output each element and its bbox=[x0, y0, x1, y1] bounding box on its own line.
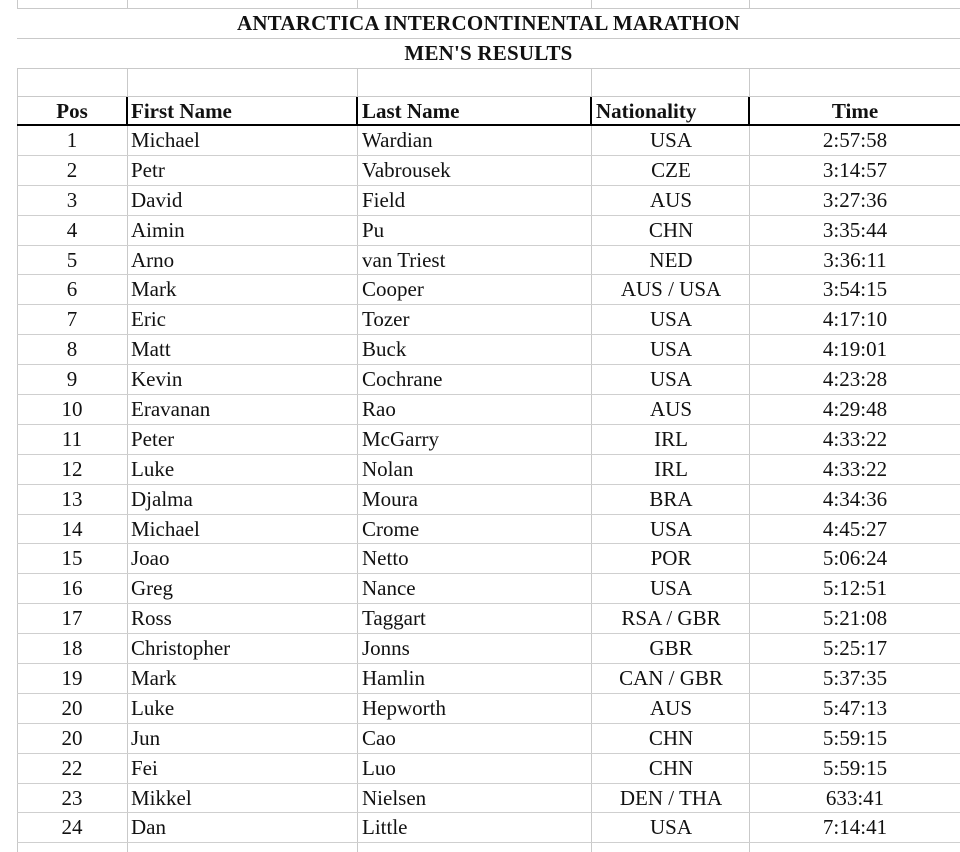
grid-line bbox=[17, 68, 960, 69]
table-row bbox=[17, 335, 960, 365]
cell-pos: 22 bbox=[61, 755, 83, 780]
cell-time: 3:35:44 bbox=[822, 217, 888, 242]
cell-first-name: Petr bbox=[131, 157, 165, 182]
cell-nationality: USA bbox=[649, 337, 692, 362]
cell-time: 3:54:15 bbox=[822, 277, 888, 302]
cell-time: 4:29:48 bbox=[822, 397, 888, 422]
cell-nationality: GBR bbox=[649, 636, 693, 661]
cell-last-name: Field bbox=[362, 187, 406, 212]
cell-time: 5:59:15 bbox=[822, 755, 888, 780]
cell-nationality: IRL bbox=[654, 426, 688, 451]
cell-pos: 2 bbox=[66, 157, 78, 182]
cell-nationality: CHN bbox=[648, 755, 694, 780]
table-row bbox=[17, 425, 960, 455]
cell-pos: 12 bbox=[61, 456, 83, 481]
cell-pos: 18 bbox=[61, 636, 83, 661]
table-row bbox=[17, 664, 960, 694]
cell-last-name: Buck bbox=[362, 337, 407, 362]
table-row bbox=[17, 515, 960, 545]
cell-time: 5:37:35 bbox=[822, 666, 888, 691]
cell-last-name: Vabrousek bbox=[362, 157, 451, 182]
table-row bbox=[17, 395, 960, 425]
cell-nationality: RSA / GBR bbox=[621, 606, 721, 631]
table-row bbox=[17, 246, 960, 276]
cell-last-name: Tozer bbox=[362, 307, 410, 332]
cell-first-name: Fei bbox=[131, 755, 158, 780]
cell-last-name: Little bbox=[362, 815, 408, 840]
cell-time: 4:19:01 bbox=[822, 337, 888, 362]
cell-time: 5:06:24 bbox=[822, 546, 888, 571]
table-row bbox=[17, 485, 960, 515]
cell-nationality: CHN bbox=[648, 725, 694, 750]
table-row bbox=[17, 604, 960, 634]
cell-time: 3:14:57 bbox=[822, 157, 888, 182]
cell-last-name: Crome bbox=[362, 516, 420, 541]
cell-first-name: Dan bbox=[131, 815, 166, 840]
cell-pos: 13 bbox=[61, 486, 83, 511]
cell-first-name: Mikkel bbox=[131, 785, 192, 810]
results-table-body bbox=[17, 126, 960, 843]
cell-time: 4:45:27 bbox=[822, 516, 888, 541]
cell-nationality: USA bbox=[649, 516, 692, 541]
table-row bbox=[17, 305, 960, 335]
cell-first-name: Mark bbox=[131, 277, 177, 302]
cell-pos: 10 bbox=[61, 397, 83, 422]
cell-nationality: IRL bbox=[654, 456, 688, 481]
column-header-time: Time bbox=[831, 99, 879, 123]
cell-last-name: Pu bbox=[362, 217, 385, 242]
cell-last-name: van Triest bbox=[362, 247, 446, 272]
cell-pos: 19 bbox=[61, 666, 83, 691]
cell-last-name: Nielsen bbox=[362, 785, 427, 810]
table-row bbox=[17, 784, 960, 814]
cell-first-name: Kevin bbox=[131, 367, 183, 392]
cell-pos: 4 bbox=[66, 217, 78, 242]
table-row bbox=[17, 216, 960, 246]
table-row bbox=[17, 574, 960, 604]
cell-nationality: USA bbox=[649, 576, 692, 601]
cell-nationality: AUS bbox=[649, 187, 692, 212]
header-divider bbox=[356, 97, 358, 125]
cell-last-name: McGarry bbox=[362, 426, 439, 451]
table-row bbox=[17, 156, 960, 186]
cell-pos: 5 bbox=[66, 247, 78, 272]
cell-first-name: Peter bbox=[131, 426, 175, 451]
cell-time: 5:25:17 bbox=[822, 636, 888, 661]
cell-pos: 11 bbox=[61, 426, 83, 451]
table-row bbox=[17, 365, 960, 395]
cell-time: 4:33:22 bbox=[822, 426, 888, 451]
column-header-nationality: Nationality bbox=[596, 99, 697, 123]
cell-last-name: Wardian bbox=[362, 128, 433, 152]
cell-last-name: Luo bbox=[362, 755, 396, 780]
cell-last-name: Jonns bbox=[362, 636, 410, 661]
table-row bbox=[17, 813, 960, 843]
table-row bbox=[17, 754, 960, 784]
table-row bbox=[17, 186, 960, 216]
cell-first-name: Matt bbox=[131, 337, 171, 362]
column-header-first-name: First Name bbox=[131, 99, 232, 123]
table-header bbox=[17, 96, 960, 126]
cell-nationality: USA bbox=[649, 128, 692, 152]
cell-nationality: POR bbox=[650, 546, 692, 571]
cell-time: 5:21:08 bbox=[822, 606, 888, 631]
table-row bbox=[17, 694, 960, 724]
cell-first-name: Djalma bbox=[131, 486, 193, 511]
cell-time: 4:34:36 bbox=[822, 486, 888, 511]
cell-last-name: Cochrane bbox=[362, 367, 443, 392]
cell-time: 4:23:28 bbox=[822, 367, 888, 392]
cell-pos: 20 bbox=[61, 695, 83, 720]
cell-first-name: Mark bbox=[131, 666, 177, 691]
cell-last-name: Netto bbox=[362, 546, 409, 571]
cell-pos: 16 bbox=[61, 576, 83, 601]
cell-nationality: AUS / USA bbox=[620, 277, 722, 302]
cell-last-name: Taggart bbox=[362, 606, 426, 631]
cell-time: 7:14:41 bbox=[822, 815, 888, 840]
cell-first-name: Michael bbox=[131, 128, 200, 152]
cell-pos: 3 bbox=[66, 187, 78, 212]
cell-time: 3:36:11 bbox=[823, 247, 887, 272]
cell-nationality: DEN / THA bbox=[619, 785, 723, 810]
cell-last-name: Rao bbox=[362, 397, 396, 422]
cell-nationality: NED bbox=[649, 247, 693, 272]
cell-pos: 17 bbox=[61, 606, 83, 631]
cell-first-name: Aimin bbox=[131, 217, 185, 242]
cell-nationality: AUS bbox=[649, 397, 692, 422]
cell-time: 2:57:58 bbox=[822, 128, 888, 152]
cell-pos: 24 bbox=[61, 815, 83, 840]
cell-time: 5:47:13 bbox=[822, 695, 888, 720]
cell-time: 5:59:15 bbox=[822, 725, 888, 750]
cell-pos: 14 bbox=[61, 516, 83, 541]
cell-first-name: Greg bbox=[131, 576, 173, 601]
cell-last-name: Hamlin bbox=[362, 666, 425, 691]
header-divider bbox=[590, 97, 592, 125]
table-row bbox=[17, 275, 960, 305]
cell-first-name: Eric bbox=[131, 307, 166, 332]
cell-time: 3:27:36 bbox=[822, 187, 888, 212]
cell-time: 4:33:22 bbox=[822, 456, 888, 481]
cell-last-name: Nolan bbox=[362, 456, 414, 481]
cell-nationality: USA bbox=[649, 367, 692, 392]
cell-pos: 23 bbox=[61, 785, 83, 810]
cell-pos: 1 bbox=[66, 128, 78, 152]
cell-last-name: Nance bbox=[362, 576, 416, 601]
cell-first-name: Jun bbox=[131, 725, 161, 750]
cell-nationality: AUS bbox=[649, 695, 692, 720]
cell-first-name: David bbox=[131, 187, 183, 212]
header-divider bbox=[126, 97, 128, 125]
cell-nationality: CZE bbox=[651, 157, 691, 182]
cell-pos: 8 bbox=[66, 337, 78, 362]
table-row bbox=[17, 724, 960, 754]
cell-pos: 9 bbox=[66, 367, 78, 392]
cell-first-name: Michael bbox=[131, 516, 200, 541]
cell-time: 633:41 bbox=[825, 785, 885, 810]
cell-last-name: Cao bbox=[362, 725, 396, 750]
column-header-pos: Pos bbox=[56, 99, 88, 123]
cell-pos: 6 bbox=[66, 277, 78, 302]
cell-first-name: Ross bbox=[131, 606, 172, 631]
cell-first-name: Luke bbox=[131, 456, 175, 481]
cell-nationality: CAN / GBR bbox=[619, 666, 723, 691]
cell-first-name: Joao bbox=[131, 546, 170, 571]
cell-first-name: Christopher bbox=[131, 636, 231, 661]
cell-nationality: BRA bbox=[649, 486, 693, 511]
cell-nationality: USA bbox=[649, 815, 692, 840]
cell-last-name: Hepworth bbox=[362, 695, 446, 720]
cell-last-name: Moura bbox=[362, 486, 418, 511]
cell-last-name: Cooper bbox=[362, 277, 424, 302]
cell-first-name: Eravanan bbox=[131, 397, 211, 422]
table-row bbox=[17, 544, 960, 574]
table-row bbox=[17, 126, 960, 156]
cell-first-name: Luke bbox=[131, 695, 175, 720]
column-header-last-name: Last Name bbox=[362, 99, 460, 123]
cell-nationality: USA bbox=[649, 307, 692, 332]
cell-nationality: CHN bbox=[648, 217, 694, 242]
table-row bbox=[17, 634, 960, 664]
cell-time: 5:12:51 bbox=[822, 576, 888, 601]
cell-pos: 15 bbox=[61, 546, 83, 571]
page-subtitle: MEN'S RESULTS bbox=[17, 39, 960, 68]
page-title: ANTARCTICA INTERCONTINENTAL MARATHON bbox=[17, 9, 960, 38]
cell-first-name: Arno bbox=[131, 247, 175, 272]
table-row bbox=[17, 455, 960, 485]
cell-time: 4:17:10 bbox=[822, 307, 888, 332]
cell-pos: 20 bbox=[61, 725, 83, 750]
cell-pos: 7 bbox=[66, 307, 78, 332]
